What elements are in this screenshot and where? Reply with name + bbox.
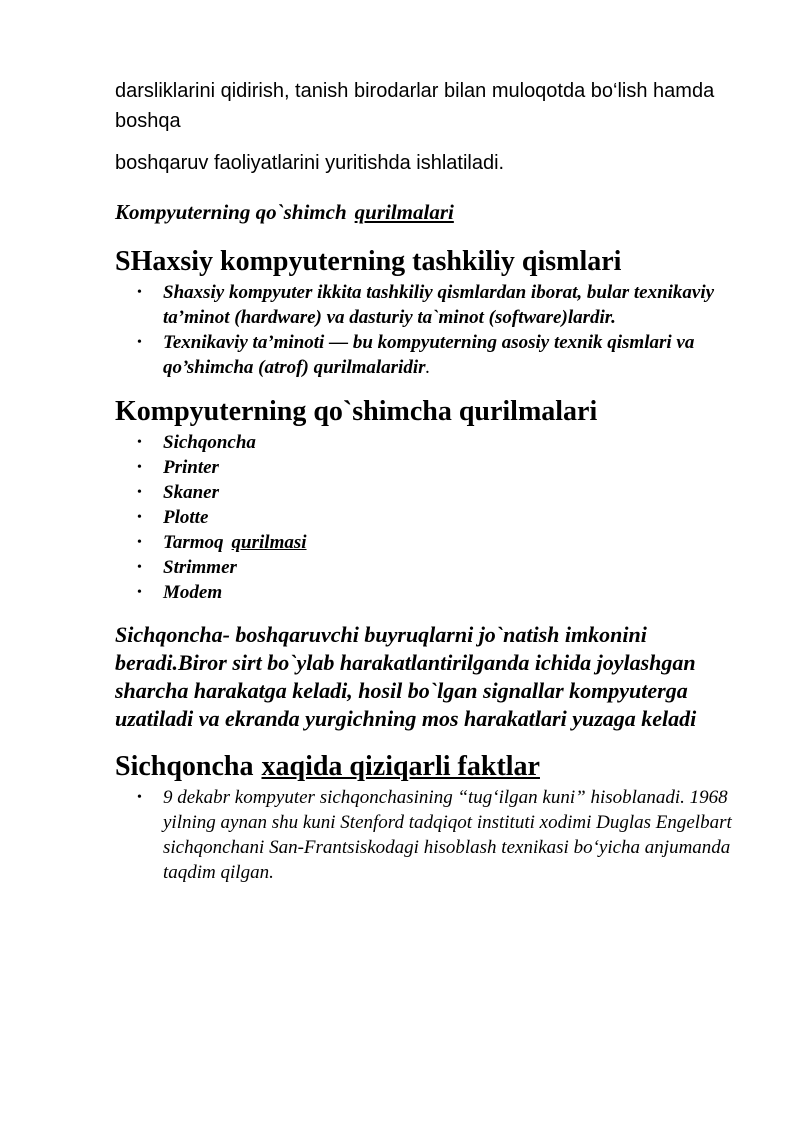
bullet-icon: • [137,535,142,550]
list-item [137,480,755,505]
list-item [137,580,755,605]
list-item-text: Sichqoncha [163,432,256,453]
list-item [137,505,755,530]
list-item-text: Modem [163,582,223,603]
bullet-icon: • [137,435,142,450]
list-item [137,280,755,330]
subheading [115,198,755,226]
bullet-icon: • [137,560,142,575]
list-item-period: . [425,357,431,378]
section-title-underlined-text: xaqida qiziqarli faktlar [261,751,540,782]
list-item-text: Texnikaviy ta’minoti — bu kompyuterning asosiy texnik qismlari va qo’shimcha (atrof) qurilmalaridir [163,332,695,378]
bullet-icon: • [137,335,142,350]
bullet-icon: • [137,585,142,600]
list-item-text: Strimmer [163,557,237,578]
list-item [137,455,755,480]
subheading-text: Kompyuterning qo`shimch [115,200,347,224]
bullet-icon: • [137,510,142,525]
bullet-icon: • [137,460,142,475]
section-title-peripheral-devices: Kompyuterning qo`shimcha qurilmalari [115,396,598,427]
list-item [137,430,755,455]
intro-text-line2: boshqaruv faoliyatlarini yuritishda ishlatiladi. [115,152,505,174]
section-title-mouse-facts [115,749,755,785]
section-title-text: Sichqoncha [115,751,254,782]
list-item-text: Printer [163,457,219,478]
list-item-underlined-text: qurilmasi [231,532,307,553]
list-item [137,530,755,555]
list-item [137,785,755,885]
list-item [137,330,755,380]
section-title-organizational-parts: SHaxsiy kompyuterning tashkiliy qismlari [115,246,622,277]
mouse-facts-list [115,785,755,885]
mouse-description-paragraph: Sichqoncha- boshqaruvchi buyruqlarni jo`natish imkonini beradi.Biror sirt bo`ylab harakatlantirilganda ichida joylashgan sharcha harakatga keladi, hosil bo`lgan signallar kompyuterga uzatiladi va ekranda yurgichning mos harakatlari yuzaga keladi [115,622,697,731]
intro-paragraph-continued [115,148,755,178]
list-item-text: Skaner [163,482,219,503]
list-item-text: Tarmoq [163,532,224,553]
list-item-text: 9 dekabr kompyuter sichqonchasining “tug‘ilgan kuni” hisoblanadi. 1968 yilning aynan shu kuni Stenford tadqiqot instituti xodimi Duglas Engelbart sichqonchani San-Frantsiskodagi hisoblash texnikasi bo‘yicha anjumanda taqdim qilgan. [163,787,732,883]
intro-text-line1: darsliklarini qidirish, tanish birodarlar bilan muloqotda bo‘lish hamda boshqa [115,80,715,132]
list-item-text: Plotte [163,507,209,528]
list-item-text: Shaxsiy kompyuter ikkita tashkiliy qismlardan iborat, bular texnikaviy ta’minot (hardware) va dasturiy ta`minot (software)lardir. [163,282,715,328]
bullet-icon: • [137,285,142,300]
bullet-icon: • [137,790,142,805]
document-page [115,76,755,885]
bullet-icon: • [137,485,142,500]
list-item [137,555,755,580]
subheading-underlined-text: qurilmalari [354,200,454,224]
intro-paragraph [115,76,755,136]
organizational-parts-list [115,280,755,380]
peripheral-devices-list [115,430,755,605]
